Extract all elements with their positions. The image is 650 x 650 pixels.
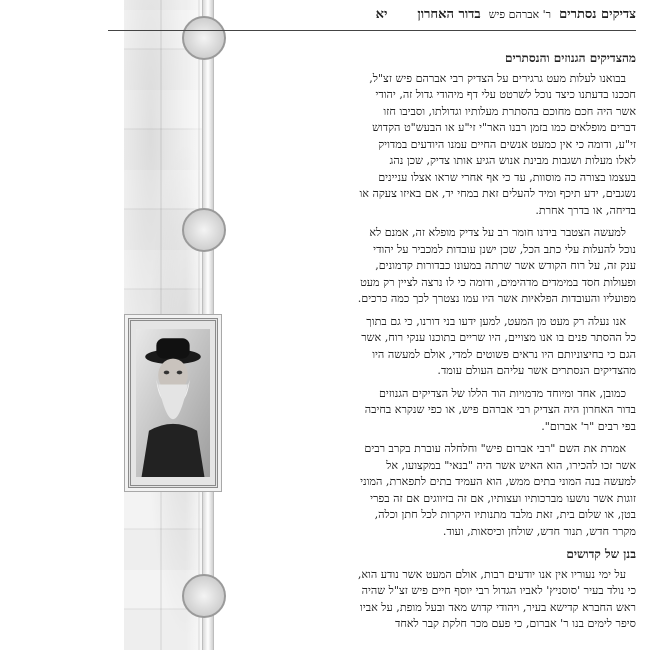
text-line: מהצדיקים הנסתרים אשר עליהם העולם עומד.	[437, 364, 636, 377]
header-book-title: בדור האחרון	[417, 7, 481, 22]
text-line: בבואנו לעלות מעט גרגירים על הצדיק רבי אברהם פיש זצ"ל,	[369, 71, 626, 85]
text-line: אשר היה חכם מחוכם בהסתרת מעלותיו וגדולתו, וסביבו חזו	[383, 104, 636, 118]
text-line: למעשה בנה המוני בתים ממש, הוא העמיד בתים לתפארת, המוני	[360, 475, 636, 488]
text-line: סיפר לימים בנו ר' אברום, כי פעם מכר חלקת קבר לאחד	[394, 617, 636, 630]
text-line: בדיחה, או בדרך אחרת.	[535, 203, 636, 217]
text-line: אמרת את השם "רבי אברום פיש" וחלחלה עוברת בקרב רבים	[364, 442, 626, 455]
text-line: כל ההסתר פנים בו אנו מצויים, היו שריים בתוכנו ענקי רוח, אשר	[361, 331, 636, 344]
text-line: דברים מופלאים כמו בזמן רבנו האר"י זי"ע או הבעש"ט הקדוש	[372, 121, 636, 134]
paragraph	[104, 225, 636, 308]
text-line: מפועליו והעובדות הפלאיות אשר היו עמו נצטרך לכך כמה כרכים.	[357, 292, 636, 305]
page-header	[336, 6, 636, 30]
paragraph	[104, 567, 636, 633]
text-line: בעצמו בצורה כה מוסוות, עד כי אף אחרי שראו אצלו עניינים	[378, 170, 636, 184]
header-author: ר' אברהם פיש	[488, 8, 552, 21]
text-line: לאלו מעלות ושגבות מבינת אנוש הגיע אותו צדיק, שכן נהג	[389, 154, 636, 167]
header-rule	[108, 30, 636, 31]
text-line: הגם כי בחיצוניותם היו נראים פשוטים למדי, אולם למעשה היו	[372, 347, 636, 361]
paragraph	[104, 441, 636, 540]
text-line: זי"ע, ודומה כי אין כמעט אנשים החיים עמנו היודעים במדויק	[378, 137, 636, 151]
section-heading: בנן של קדושים	[566, 547, 636, 561]
text-line: נשגבים, ידע תיכף ומיד להעלים זאת במחי יד, אם באיזו צעקה או	[359, 187, 636, 200]
text-line: על ימי נעוריו אין אנו יודעים רבות, אולם המעט אשר נודע הוא,	[357, 567, 626, 581]
text-line: ראש החברא קדישא בעיר, ויהודי קדוש מאד ובעל מופת, על אביו	[360, 600, 636, 614]
text-line: אנו נעלה רק מעט מן המעט, למען ידעו בני דורנו, כי גם בתוך	[366, 314, 626, 328]
paragraph	[104, 71, 636, 220]
text-line: ופעולות חסד במימדים מדהימים, ודומה כי לו נרצה לציין רק מעט	[360, 275, 636, 289]
page-number: יא	[375, 7, 388, 22]
text-line: למעשה הצטבר בידנו חומר רב על צדיק מופלא זה, אמנם לא	[369, 226, 626, 239]
text-line: בטן, או שלום בית, זאת מלבד מתנותיו היקרות לכל חתן וכלה,	[374, 508, 636, 521]
paragraph	[104, 386, 636, 436]
header-section-title: צדיקים נסתרים	[559, 7, 636, 22]
text-line: נוכל להעלות עלי כתב הכל, שכן ישנן עובדות למכביר על יהודי	[373, 242, 636, 256]
text-line: בדור האחרון היה הצדיק רבי אברהם פיש, או כפי שנקרא בחיבה	[364, 403, 636, 416]
text-line: אשר זכו להכירו, הוא האיש אשר היה "בנאי" במקצועו, אל	[386, 458, 636, 472]
section-heading: מהצדיקים הגנוזים והנסתרים	[505, 51, 636, 65]
text-line: ענק זה, על רוח הקודש אשר שרתה במעונו כבדורות קדמונים,	[375, 259, 636, 272]
text-line: בפי רבים "ר' אברום".	[541, 419, 636, 433]
text-line: כמובן, אחד ומיוחד מדמויות הוד הללו של הצדיקים הגנוזים	[378, 386, 626, 400]
text-line: חככנו בדעתנו כיצד נוכל לשרטט עלי דף מיהודי גדול זה, יהודי	[375, 88, 636, 101]
text-line: זוגות אשר נושעו מברכותיו ועצותיו, אם זה בזיווגים אם זה בפרי	[370, 491, 636, 505]
text-line: כי נולד בעיר 'סוסניץ' לאביו הגדול רבי יוסף חיים פיש זצ"ל שהיה	[361, 584, 636, 597]
paragraph	[104, 314, 636, 380]
body-text	[104, 50, 636, 639]
text-line: מקרר חדש, תנור חדש, שולחן וכיסאות, ועוד.	[442, 524, 636, 538]
